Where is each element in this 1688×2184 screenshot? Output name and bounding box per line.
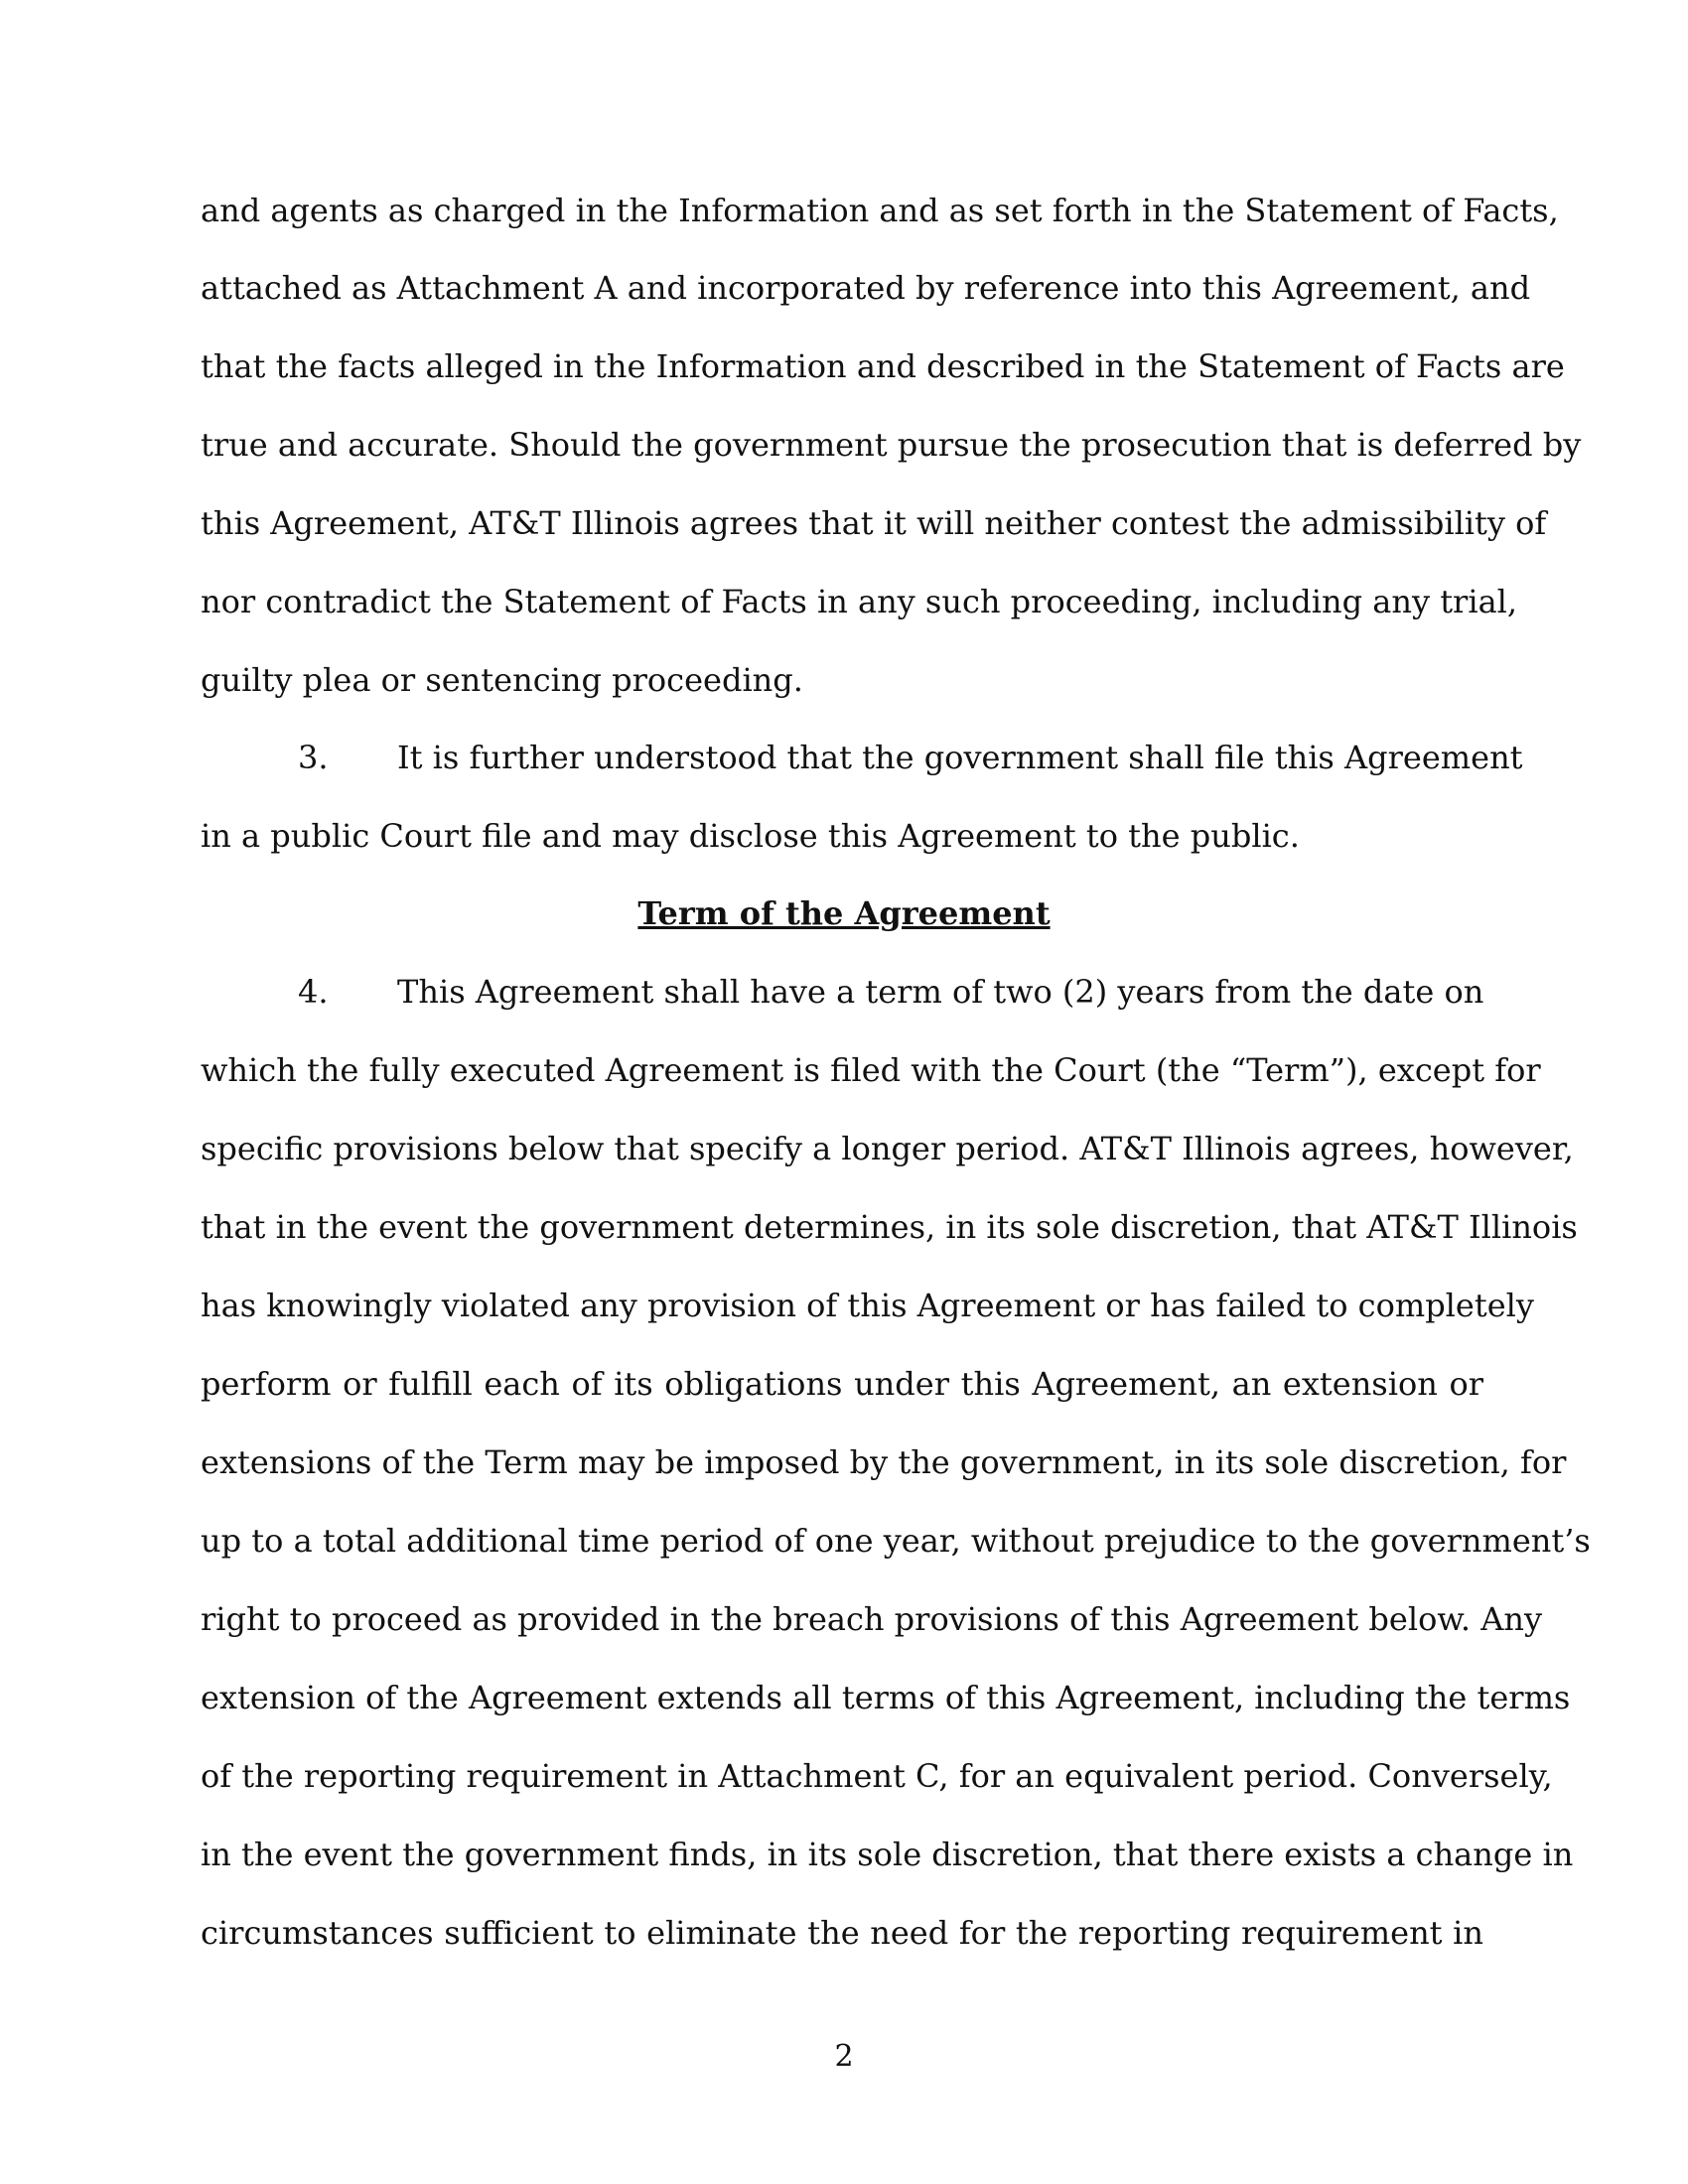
text-line: perform or fulfill each of its obligations under this Agreement, an extension or xyxy=(201,1365,1483,1403)
text-line: attached as Attachment A and incorporated by reference into this Agreement, and xyxy=(201,269,1531,307)
text-line: guilty plea or sentencing proceeding. xyxy=(201,661,803,699)
page-number: 2 xyxy=(834,2039,854,2074)
text-line: this Agreement, AT&T Illinois agrees that it will neither contest the admissibility of xyxy=(201,504,1547,542)
paragraph-3-first-line xyxy=(201,738,1523,777)
text-line: which the fully executed Agreement is filed with the Court (the “Term”), except for xyxy=(201,1051,1541,1089)
text-line: that in the event the government determines, in its sole discretion, that AT&T Illinois xyxy=(201,1208,1578,1246)
paragraph-number: 3. xyxy=(298,739,329,776)
text-line: and agents as charged in the Information and as set forth in the Statement of Facts, xyxy=(201,192,1559,229)
text-line: true and accurate. Should the government pursue the prosecution that is deferred by xyxy=(201,426,1582,464)
text-line: in the event the government finds, in its sole discretion, that there exists a change in xyxy=(201,1836,1574,1873)
paragraph-4-first-line xyxy=(201,972,1483,1012)
text-line: that the facts alleged in the Information and described in the Statement of Facts are xyxy=(201,347,1565,385)
text-line: circumstances sufficient to eliminate the need for the reporting requirement in xyxy=(201,1914,1483,1952)
text-line: This Agreement shall have a term of two (2) years from the date on xyxy=(397,973,1484,1011)
text-line: extension of the Agreement extends all terms of this Agreement, including the terms xyxy=(201,1679,1571,1716)
section-heading: Term of the Agreement xyxy=(637,894,1051,932)
text-line: has knowingly violated any provision of this Agreement or has failed to completely xyxy=(201,1287,1534,1324)
text-line: It is further understood that the government shall file this Agreement xyxy=(397,739,1523,776)
text-line: of the reporting requirement in Attachment C, for an equivalent period. Conversely, xyxy=(201,1757,1553,1795)
text-line: in a public Court file and may disclose this Agreement to the public. xyxy=(201,817,1300,855)
text-line: specific provisions below that specify a longer period. AT&T Illinois agrees, however, xyxy=(201,1130,1574,1167)
text-line: nor contradict the Statement of Facts in any such proceeding, including any trial, xyxy=(201,583,1518,620)
text-line: extensions of the Term may be imposed by the government, in its sole discretion, for xyxy=(201,1443,1567,1481)
text-line: right to proceed as provided in the breach provisions of this Agreement below. Any xyxy=(201,1600,1543,1638)
text-line: up to a total additional time period of one year, without prejudice to the government’s xyxy=(201,1522,1591,1560)
paragraph-number: 4. xyxy=(298,973,329,1011)
